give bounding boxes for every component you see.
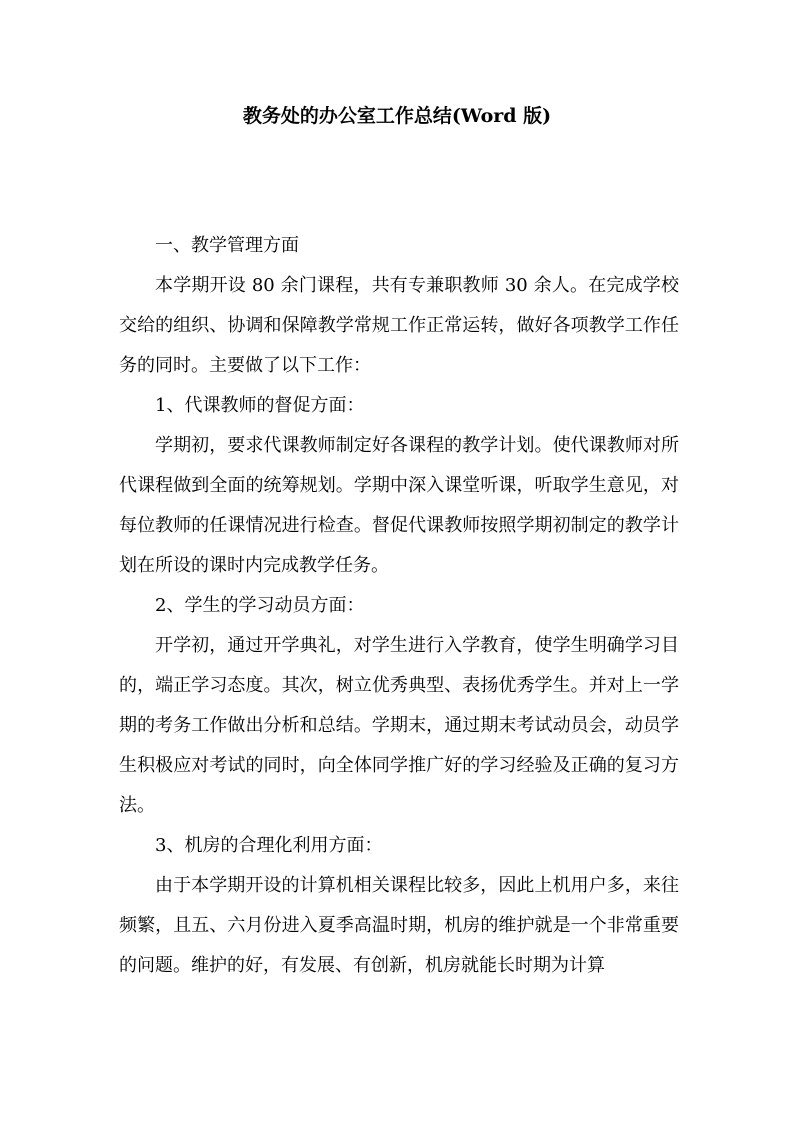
subheading-computer-room: 3、机房的合理化利用方面： [155,835,383,856]
section-heading-teaching-management: 一、教学管理方面 [155,235,299,256]
subheading-substitute-teachers: 1、代课教师的督促方面： [155,395,365,416]
paragraph-intro: 本学期开设 80 余门课程，共有专兼职教师 30 余人。在完成学校交给的组织、协调和保障教学常规工作正常运转，做好各项教学工作任务的同时。主要做了以下工作： [119,275,679,376]
paragraph-substitute-teachers: 学期初，要求代课教师制定好各课程的教学计划。使代课教师对所代课程做到全面的统筹规划。学期中深入课堂听课，听取学生意见，对每位教师的任课情况进行检查。督促代课教师按照学期初制定的教学计划在所设的课时内完成教学任务。 [119,435,679,576]
document-body [119,226,679,986]
paragraph-student-mobilization: 开学初，通过开学典礼，对学生进行入学教育，使学生明确学习目的，端正学习态度。其次，树立优秀典型、表扬优秀学生。并对上一学期的考务工作做出分析和总结。学期末，通过期末考试动员会，动员学生积极应对考试的同时，向全体同学推广好的学习经验及正确的复习方法。 [119,635,679,816]
paragraph-computer-room: 由于本学期开设的计算机相关课程比较多，因此上机用户多，来往频繁，且五、六月份进入夏季高温时期，机房的维护就是一个非常重要的问题。维护的好，有发展、有创新，机房就能长时期为计算 [119,875,679,976]
document-title: 教务处的办公室工作总结(Word 版) [242,105,552,127]
subheading-student-mobilization: 2、学生的学习动员方面： [155,595,365,616]
